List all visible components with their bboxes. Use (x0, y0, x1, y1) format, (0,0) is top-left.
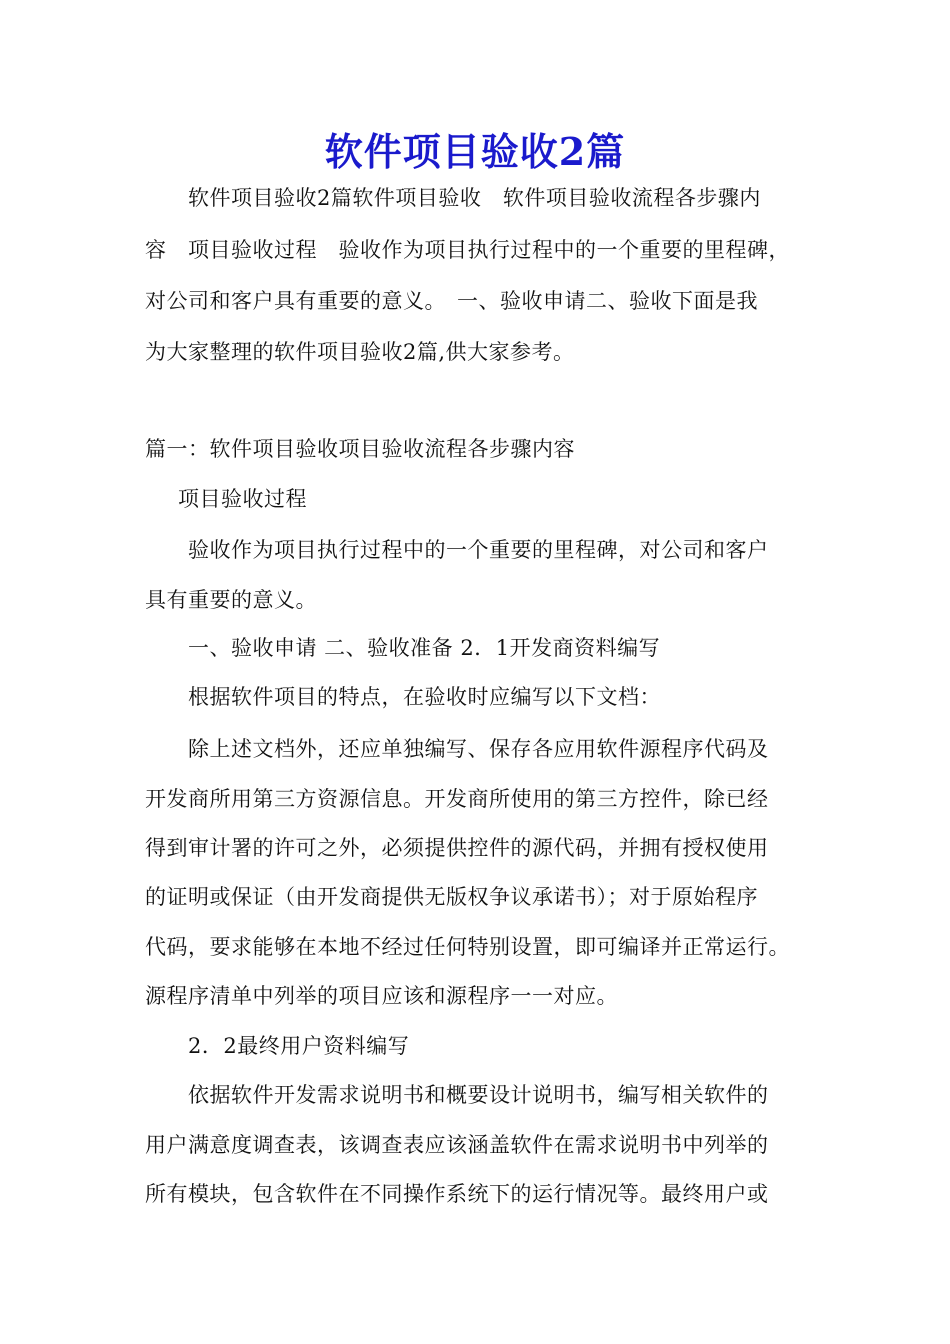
paragraph-line: 根据软件项目的特点，在验收时应编写以下文档： (188, 685, 661, 709)
paragraph-line: 具有重要的意义。 (145, 588, 317, 612)
paragraph-line: 除上述文档外，还应单独编写、保存各应用软件源程序代码及 (188, 737, 769, 761)
paragraph-line: 所有模块，包含软件在不同操作系统下的运行情况等。最终用户或 (145, 1182, 769, 1206)
paragraph-line: 开发商所用第三方资源信息。开发商所使用的第三方控件，除已经 (145, 787, 769, 811)
paragraph-line: 验收作为项目执行过程中的一个重要的里程碑，对公司和客户 (188, 538, 769, 562)
paragraph-line: 得到审计署的许可之外，必须提供控件的源代码，并拥有授权使用 (145, 836, 769, 860)
subsection-heading: 2．2最终用户资料编写 (188, 1034, 410, 1058)
document-title: 软件项目验收2篇 (324, 129, 626, 174)
subsection-heading: 项目验收过程 (178, 487, 307, 511)
paragraph-line: 软件项目验收2篇软件项目验收 软件项目验收流程各步骤内 (188, 186, 761, 210)
paragraph-line: 容 项目验收过程 验收作为项目执行过程中的一个重要的里程碑， (145, 238, 790, 262)
paragraph-line: 代码，要求能够在本地不经过任何特别设置，即可编译并正常运行。 (145, 935, 790, 959)
paragraph-line: 源程序清单中列举的项目应该和源程序一一对应。 (145, 984, 618, 1008)
paragraph-line: 为大家整理的软件项目验收2篇,供大家参考。 (145, 340, 575, 364)
paragraph-line: 对公司和客户具有重要的意义。 一、验收申请二、验收下面是我 (145, 289, 758, 313)
paragraph-line: 用户满意度调查表，该调查表应该涵盖软件在需求说明书中列举的 (145, 1133, 769, 1157)
section-heading: 篇一：软件项目验收项目验收流程各步骤内容 (145, 437, 575, 461)
paragraph-line: 的证明或保证（由开发商提供无版权争议承诺书）；对于原始程序 (145, 885, 758, 909)
paragraph-line: 一、验收申请 二、验收准备 2．1开发商资料编写 (188, 636, 661, 660)
paragraph-line: 依据软件开发需求说明书和概要设计说明书，编写相关软件的 (188, 1083, 769, 1107)
